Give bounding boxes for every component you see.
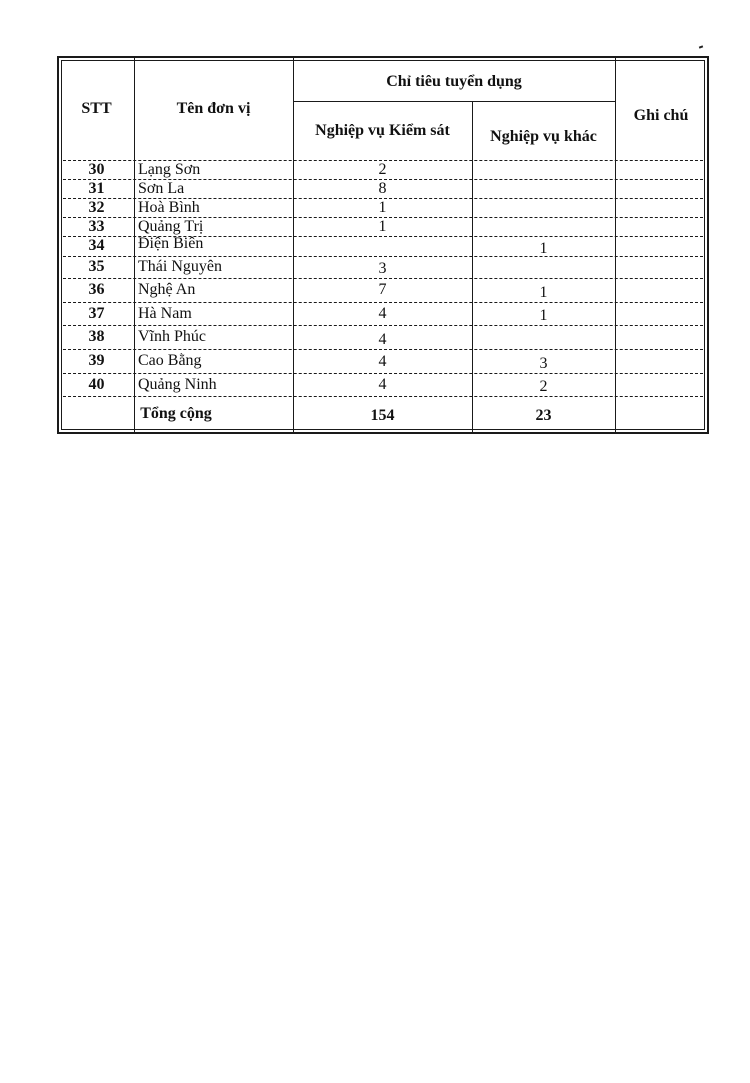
total-note: [615, 398, 707, 430]
row-unit-name: Vĩnh Phúc: [138, 328, 206, 345]
row-prosecution-quota: 2: [378, 160, 387, 178]
row-prosecution-quota: 4: [378, 304, 387, 322]
row-unit-name: Quảng Ninh: [138, 375, 217, 393]
header-note: Ghi chú: [633, 107, 689, 124]
row-prosecution-quota: 4: [378, 353, 387, 370]
row-unit-name: Điện Biên: [138, 235, 204, 252]
row-other-quota: [472, 179, 615, 198]
row-stt: 38: [88, 328, 105, 345]
scan-mark: [699, 45, 703, 48]
row-stt: 31: [88, 179, 105, 197]
row-unit-name: Quảng Trị: [138, 217, 204, 235]
row-unit-name: Cao Bằng: [138, 352, 202, 369]
row-other-quota: 1: [539, 240, 548, 257]
row-prosecution-quota: 8: [378, 179, 387, 197]
row-stt: 30: [88, 160, 105, 178]
row-other-quota: 1: [539, 306, 548, 324]
row-other-quota: 1: [539, 284, 548, 301]
row-prosecution-quota: 4: [378, 375, 387, 393]
row-unit-name: Hà Nam: [138, 304, 192, 322]
row-stt: 35: [88, 258, 105, 275]
row-other-quota: [472, 258, 615, 280]
row-prosecution-quota: 1: [378, 198, 387, 216]
row-prosecution-quota: [293, 236, 472, 256]
row-prosecution-quota: 4: [378, 331, 387, 348]
row-prosecution-quota: 1: [378, 217, 387, 235]
header-stt: STT: [81, 100, 112, 117]
total-other: 23: [535, 407, 552, 424]
row-stt: 33: [88, 217, 105, 235]
row-stt: 39: [88, 352, 105, 369]
row-unit-name: Nghệ An: [138, 281, 196, 298]
row-stt: 34: [88, 237, 105, 254]
recruitment-quota-table: [57, 56, 709, 434]
row-unit-name: Thái Nguyên: [138, 258, 222, 275]
row-stt: 37: [88, 304, 105, 322]
total-label: Tổng cộng: [140, 405, 212, 422]
row-stt: 32: [88, 198, 105, 216]
row-stt: 36: [88, 281, 105, 298]
header-unit-name: Tên đơn vị: [176, 100, 251, 117]
row-unit-name: Sơn La: [138, 179, 185, 197]
row-unit-name: Hoà Bình: [138, 198, 200, 216]
row-other-quota: [472, 160, 615, 179]
header-recruitment-quota: Chỉ tiêu tuyển dụng: [386, 73, 522, 90]
row-other-quota: 3: [539, 355, 548, 372]
row-other-quota: 2: [539, 377, 548, 395]
row-other-quota: [472, 217, 615, 236]
row-stt: 40: [88, 375, 105, 393]
header-prosecution: Nghiệp vụ Kiểm sát: [315, 122, 450, 139]
total-prosecution: 154: [370, 407, 395, 424]
row-other-quota: [472, 328, 615, 352]
header-other: Nghiệp vụ khác: [490, 128, 597, 145]
row-other-quota: [472, 198, 615, 217]
row-prosecution-quota: 3: [378, 260, 387, 277]
row-unit-name: Lạng Sơn: [138, 160, 201, 178]
row-prosecution-quota: 7: [378, 281, 387, 298]
